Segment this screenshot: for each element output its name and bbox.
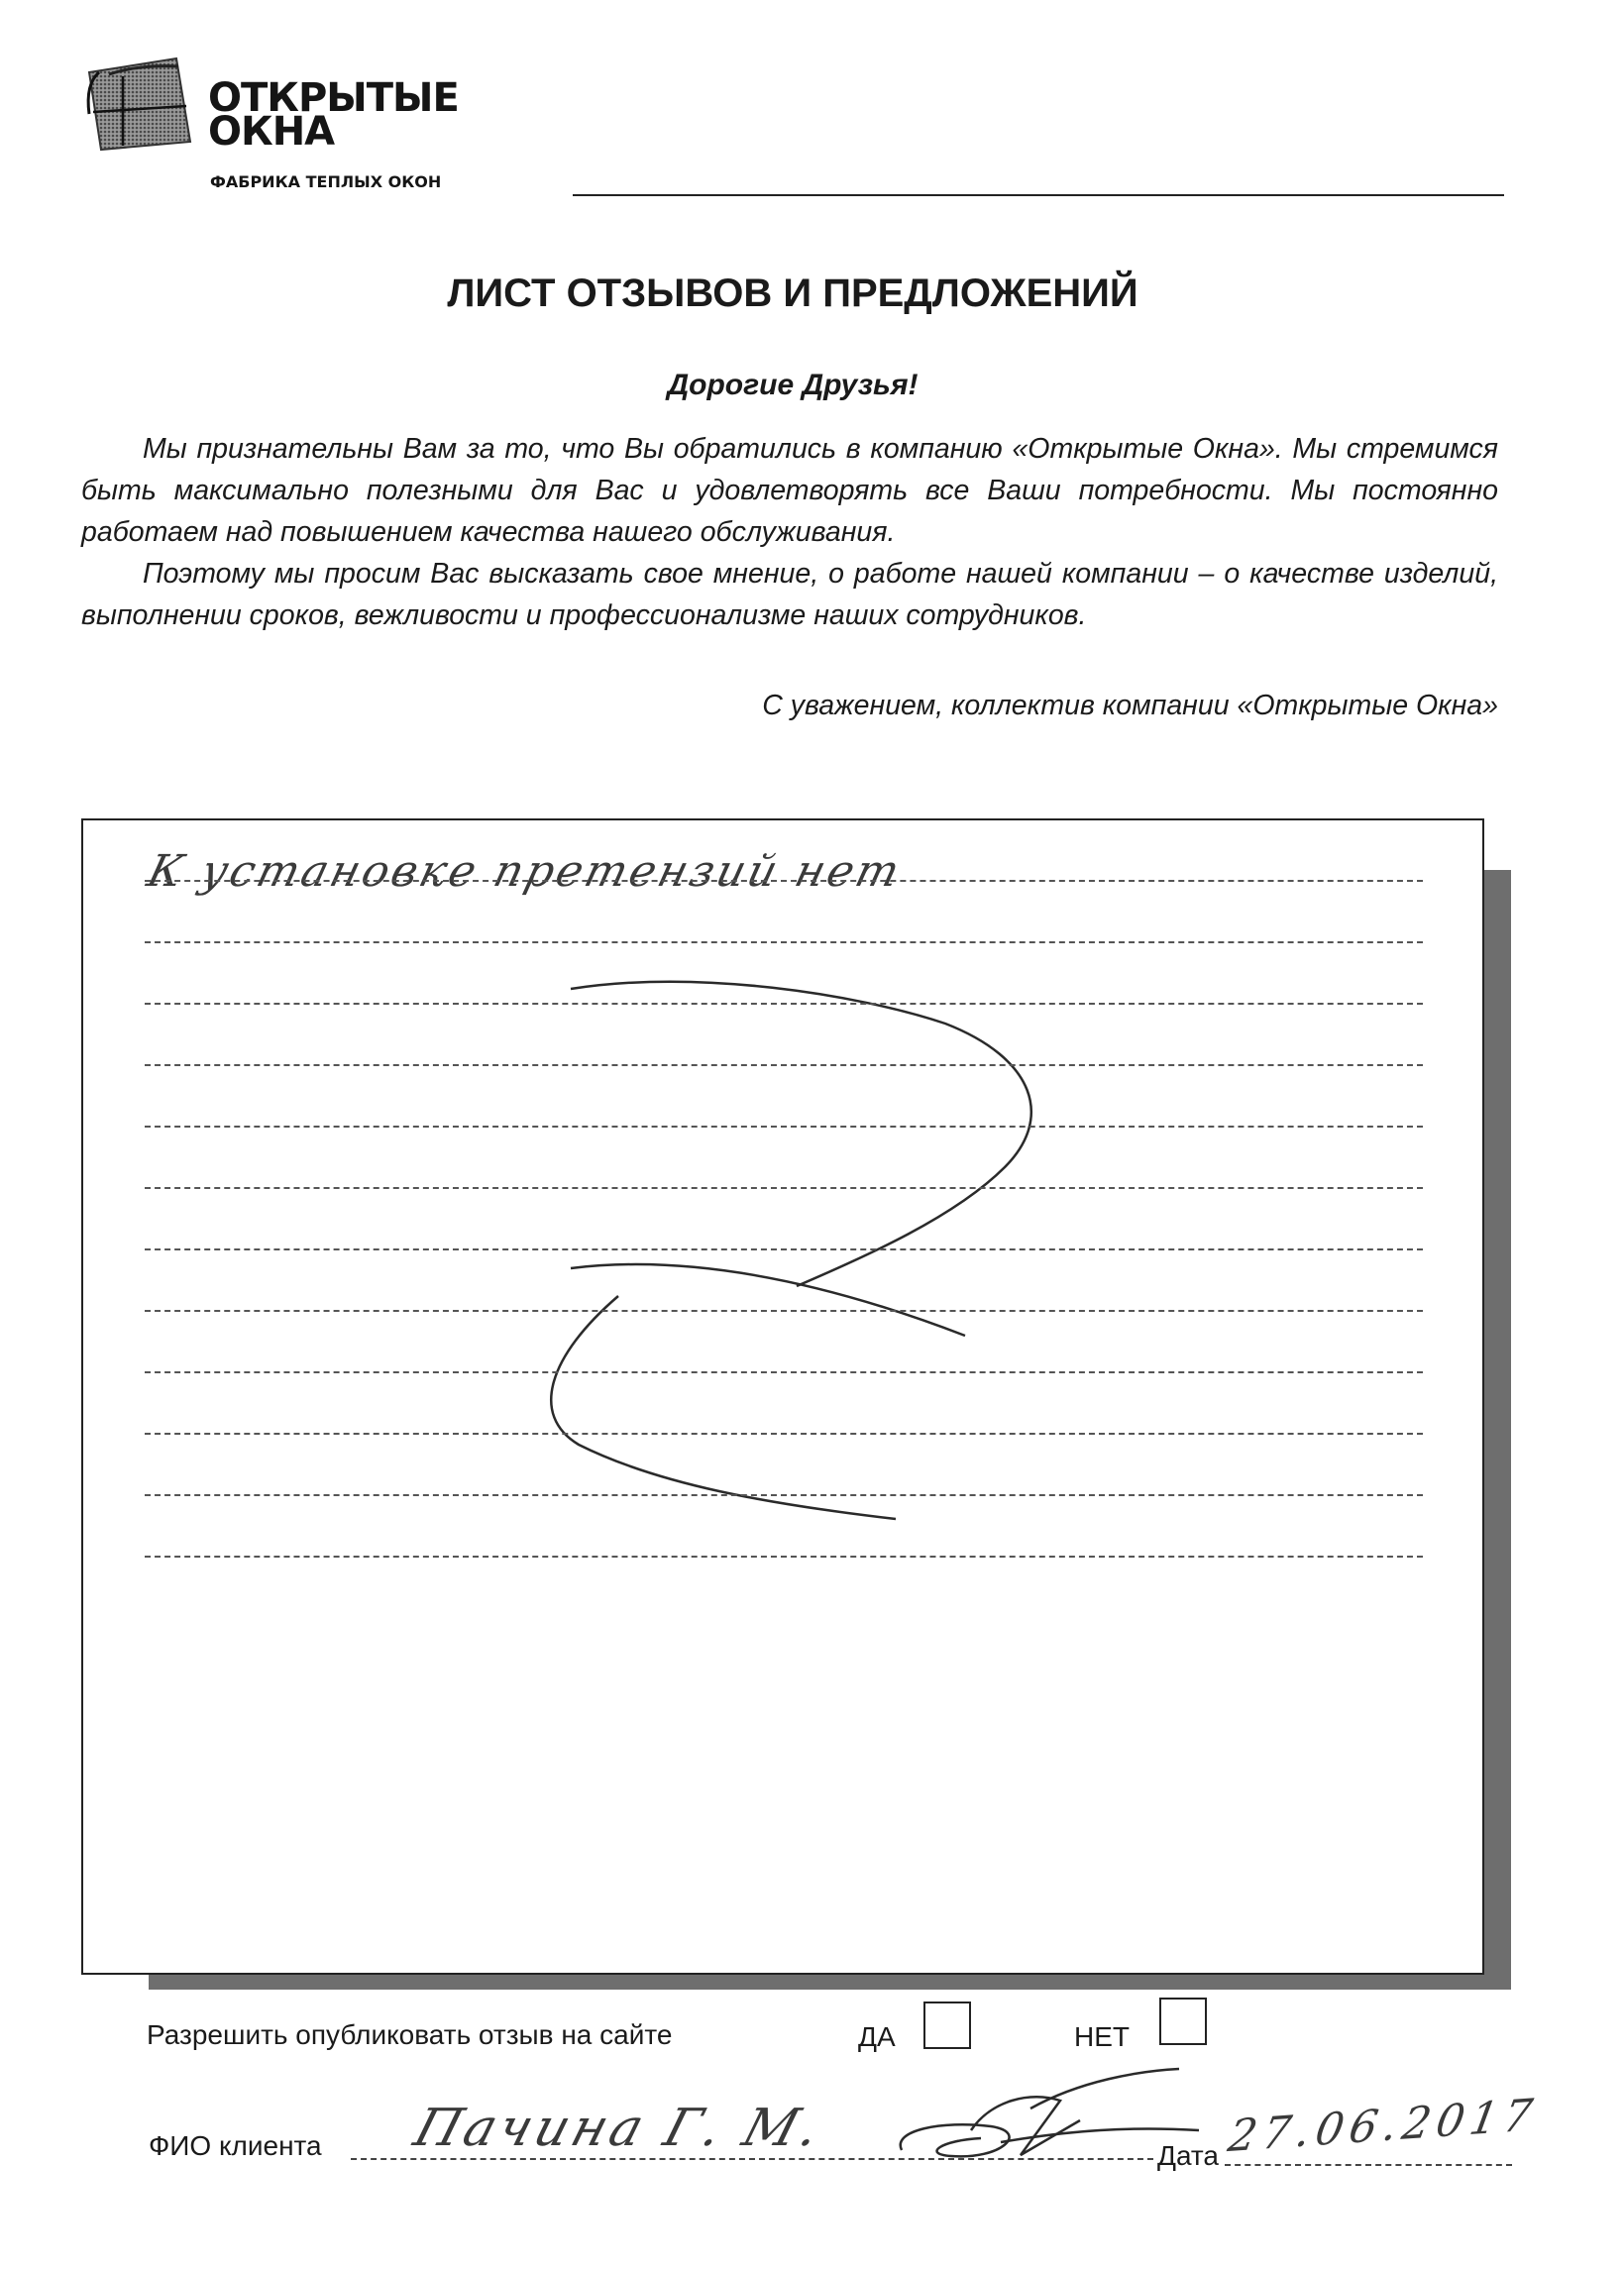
client-name-field[interactable]: Пачина Г. М. — [407, 2099, 830, 2158]
date-label: Дата — [1157, 2140, 1220, 2171]
brand-name-line1: ОТКРЫТЫЕ — [208, 75, 459, 121]
intro-paragraph-2: Поэтому мы просим Вас высказать свое мнение, о работе нашей компании – о качестве изделий, выполнении сроков, вежливости и профессионализме наших сотрудников. — [81, 558, 1498, 631]
feedback-ruled-line — [145, 1187, 1423, 1189]
z-line-scribble-icon — [83, 820, 1486, 1977]
date-line — [1225, 2164, 1512, 2166]
feedback-ruled-line — [145, 1003, 1423, 1005]
feedback-handwritten-text: К установке претензий нет — [142, 846, 908, 897]
signoff: С уважением, коллектив компании «Открытые Окна» — [762, 690, 1498, 721]
feedback-ruled-line — [145, 1248, 1423, 1250]
feedback-ruled-line — [145, 1064, 1423, 1066]
header-divider — [573, 194, 1504, 196]
intro-text — [81, 428, 1498, 636]
feedback-ruled-line — [145, 1126, 1423, 1128]
feedback-ruled-line — [145, 1371, 1423, 1373]
company-logo-icon — [79, 54, 198, 154]
date-field[interactable]: 27.06.2017 — [1224, 2089, 1543, 2163]
publish-yes-label: ДА — [858, 2021, 896, 2052]
feedback-ruled-line — [145, 1556, 1423, 1558]
publish-yes-checkbox[interactable] — [923, 2002, 971, 2049]
form-title: ЛИСТ ОТЗЫВОВ И ПРЕДЛОЖЕНИЙ — [447, 271, 1138, 315]
brand-tagline: ФАБРИКА ТЕПЛЫХ ОКОН — [210, 172, 442, 191]
feedback-ruled-line — [145, 880, 1423, 882]
intro-paragraph-1: Мы признательны Вам за то, что Вы обратились в компанию «Открытые Окна». Мы стремимся быть максимально полезными для Вас и удовлетворять все Ваши потребности. Мы постоянно работаем над повышением качества нашего обслуживания. — [81, 433, 1498, 548]
feedback-ruled-line — [145, 1310, 1423, 1312]
publish-no-label: НЕТ — [1074, 2021, 1130, 2052]
feedback-box[interactable] — [81, 818, 1484, 1975]
feedback-ruled-line — [145, 1494, 1423, 1496]
publish-no-checkbox[interactable] — [1159, 1998, 1207, 2045]
greeting: Дорогие Друзья! — [667, 369, 919, 401]
publish-consent-label: Разрешить опубликовать отзыв на сайте — [147, 2019, 673, 2050]
feedback-ruled-line — [145, 1433, 1423, 1435]
brand-name-line2: ОКНА — [208, 109, 335, 155]
feedback-ruled-line — [145, 941, 1423, 943]
client-name-label: ФИО клиента — [149, 2130, 322, 2161]
brand-name — [208, 75, 459, 155]
